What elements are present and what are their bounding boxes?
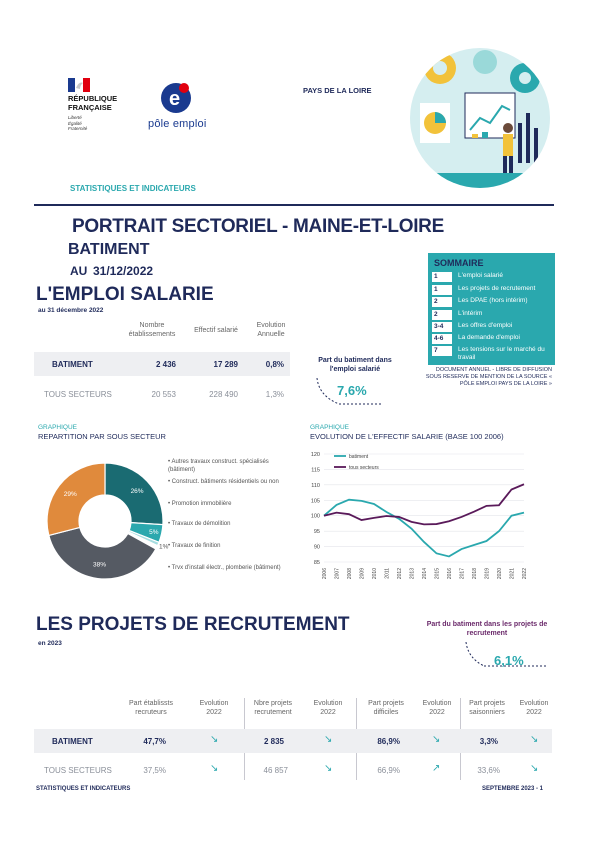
sommaire-label: L'emploi salarié [458,272,503,279]
y-tick-label: 100 [310,513,320,520]
hero-illustration [410,48,550,188]
part-emploi-value: 7,6% [337,383,367,398]
row-label: TOUS SECTEURS [44,766,112,775]
y-tick-label: 110 [311,482,320,489]
cell-eff: 228 490 [209,390,238,399]
trend-arrow-icon: ↘ [210,734,219,745]
cell-value: 86,9% [377,737,400,746]
x-tick-label: 2018 [472,568,478,580]
sommaire-title: SOMMAIRE [434,258,484,268]
col-header-etablissements: Nombre établissements [128,322,176,338]
sommaire-label: Les projets de recrutement [458,285,536,292]
cell-evol: 0,8% [265,360,284,369]
pie-data-label: 5% [149,528,159,536]
x-tick-label: 2008 [347,568,353,580]
legend-item: • Promotion immobilière [168,501,232,507]
pole-emploi-text: pôle emploi [148,118,207,130]
section-subheading-emploi: au 31 décembre 2022 [38,307,104,314]
cell-value: 46 857 [263,766,288,775]
col-header: Part projets difficiles [368,700,404,716]
marianne-logo [68,78,90,92]
col-header: Part établissts recruteurs [129,700,173,716]
legend-item: • Autres travaux construct. spécialisés (bâtiment) [168,459,269,473]
series-line-0 [324,500,524,557]
trend-arrow-icon: ↘ [530,734,539,745]
republique-motto: Liberté Égalité Fraternité [68,115,88,131]
sommaire-item[interactable] [432,322,554,333]
page-title: PORTRAIT SECTORIEL - MAINE-ET-LOIRE [72,216,444,237]
trend-arrow-icon: ↘ [210,763,219,774]
pie-data-label: 38% [92,561,106,569]
section-heading-emploi: L'EMPLOI SALARIE [36,284,214,305]
sommaire-item[interactable] [432,334,554,345]
part-recrut-value: 6,1% [494,653,524,668]
legend-label: batiment [349,454,369,460]
x-tick-label: 2012 [397,568,403,580]
y-tick-label: 105 [310,498,320,505]
pie-data-label: 29% [63,491,77,499]
col-header: Evolution 2022 [422,700,452,716]
date-prefix: AU [70,264,88,278]
row-label: TOUS SECTEURS [44,390,112,399]
x-tick-label: 2007 [334,568,341,580]
row-label: BATIMENT [52,360,93,369]
x-tick-label: 2020 [497,568,503,580]
sommaire-item[interactable] [432,272,554,283]
pie-data-label: 1% [159,543,169,551]
sommaire-item[interactable] [432,310,554,321]
footer-page: SEPTEMBRE 2023 - 1 [482,786,544,792]
x-tick-label: 2014 [422,568,428,580]
y-tick-label: 115 [311,467,320,474]
graph-label-pie: GRAPHIQUE [38,424,78,431]
sommaire-num: 7 [432,346,452,356]
cell-evol: 1,3% [265,390,284,399]
cell-eff: 17 289 [213,360,238,369]
sommaire-num: 2 [432,310,452,320]
page-subtitle: BATIMENT [68,241,150,258]
line-chart [296,448,536,584]
pie-chart-title: REPARTITION PAR SOUS SECTEUR [38,432,166,441]
col-header: Nbre projets recrutement [253,700,293,716]
sommaire-num: 4-6 [432,334,452,344]
cell-value: 2 835 [263,737,284,746]
pie-chart [40,456,170,586]
col-header-effectif: Effectif salarié [194,327,238,334]
sommaire-item[interactable] [432,297,554,308]
republique-francaise-text: RÉPUBLIQUE FRANÇAISE [68,94,118,112]
x-tick-label: 2022 [522,568,528,580]
col-header: Evolution 2022 [313,700,343,716]
x-tick-label: 2019 [484,568,491,580]
sommaire-label: L'intérim [458,310,483,317]
sommaire-num: 1 [432,272,452,282]
section-heading-recrutement: LES PROJETS DE RECRUTEMENT [36,614,350,635]
sommaire-num: 1 [432,285,452,295]
x-tick-label: 2016 [447,568,453,580]
stats-label-top: STATISTIQUES ET INDICATEURS [70,184,196,193]
cell-value: 33,6% [477,766,500,775]
sommaire-item[interactable] [432,285,554,296]
x-tick-label: 2021 [509,568,516,580]
trend-arrow-icon: ↘ [324,763,333,774]
trend-arrow-icon: ↘ [530,763,539,774]
x-tick-label: 2006 [322,568,328,580]
header-divider [34,204,554,206]
region-label: PAYS DE LA LOIRE [303,86,372,95]
document-note: DOCUMENT ANNUEL - LIBRE DE DIFFUSION SOUS RESERVE DE MENTION DE LA SOURCE « PÔLE EMPLOI PAYS DE LA LOIRE » [425,367,552,387]
sommaire-label: Les offres d'emploi [458,322,513,329]
sommaire-label: Les DPAE (hors intérim) [458,297,528,304]
col-header: Evolution 2022 [519,700,549,716]
legend-item: • Travaux de démolition [168,521,231,527]
part-emploi-label: Part du batiment dans l'emploi salarié [318,357,392,373]
trend-arrow-icon: ↘ [432,734,441,745]
sommaire-label: Les tensions sur le marché du travail [458,346,545,361]
cell-value: 47,7% [143,737,166,746]
cell-etab: 2 436 [155,360,176,369]
graph-label-line: GRAPHIQUE [310,424,350,431]
x-tick-label: 2015 [434,568,441,580]
col-header-evolution: Evolution Annuelle [256,322,286,338]
line-chart-title: EVOLUTION DE L'EFFECTIF SALARIE (BASE 100 2006) [310,432,504,441]
cell-value: 66,9% [377,766,400,775]
x-tick-label: 2013 [409,568,416,580]
x-tick-label: 2011 [384,568,391,579]
trend-arrow-icon: ↘ [324,734,333,745]
sommaire-label: La demande d'emploi [458,334,520,341]
legend-item: • Trvx d'install électr., plomberie (bâtiment) [168,565,281,571]
footer-label: STATISTIQUES ET INDICATEURS [36,786,131,792]
legend-label: tous secteurs [349,465,379,471]
sommaire-num: 2 [432,297,452,307]
y-tick-label: 95 [313,529,320,536]
sommaire-num: 3-4 [432,322,452,332]
y-tick-label: 120 [310,452,320,458]
series-line-1 [324,484,524,524]
svg-text:e: e [169,88,181,110]
x-tick-label: 2010 [372,568,378,580]
legend-item: • Travaux de finition [168,543,221,549]
y-tick-label: 85 [313,560,320,566]
cell-value: 37,5% [143,766,166,775]
x-tick-label: 2009 [359,568,366,580]
pole-emploi-logo-icon [160,82,192,114]
y-tick-label: 90 [313,544,320,551]
pie-data-label: 26% [130,487,144,495]
cell-etab: 20 553 [151,390,176,399]
pie-slice [47,463,105,535]
part-recrut-label: Part du batiment dans les projets de recrutement [426,621,548,637]
trend-arrow-icon: ↗ [432,763,441,774]
x-tick-label: 2017 [459,568,466,580]
legend-item: • Construct. bâtiments résidentiels ou non [168,479,279,485]
sommaire-item[interactable] [432,346,554,364]
cell-value: 3,3% [479,737,498,746]
section-subheading-recrutement: en 2023 [38,640,62,647]
col-header: Evolution 2022 [199,700,229,716]
report-date: 31/12/2022 [93,264,154,278]
row-label: BATIMENT [52,737,93,746]
sommaire-box [428,253,555,365]
col-header: Part projets saisonniers [469,700,505,716]
